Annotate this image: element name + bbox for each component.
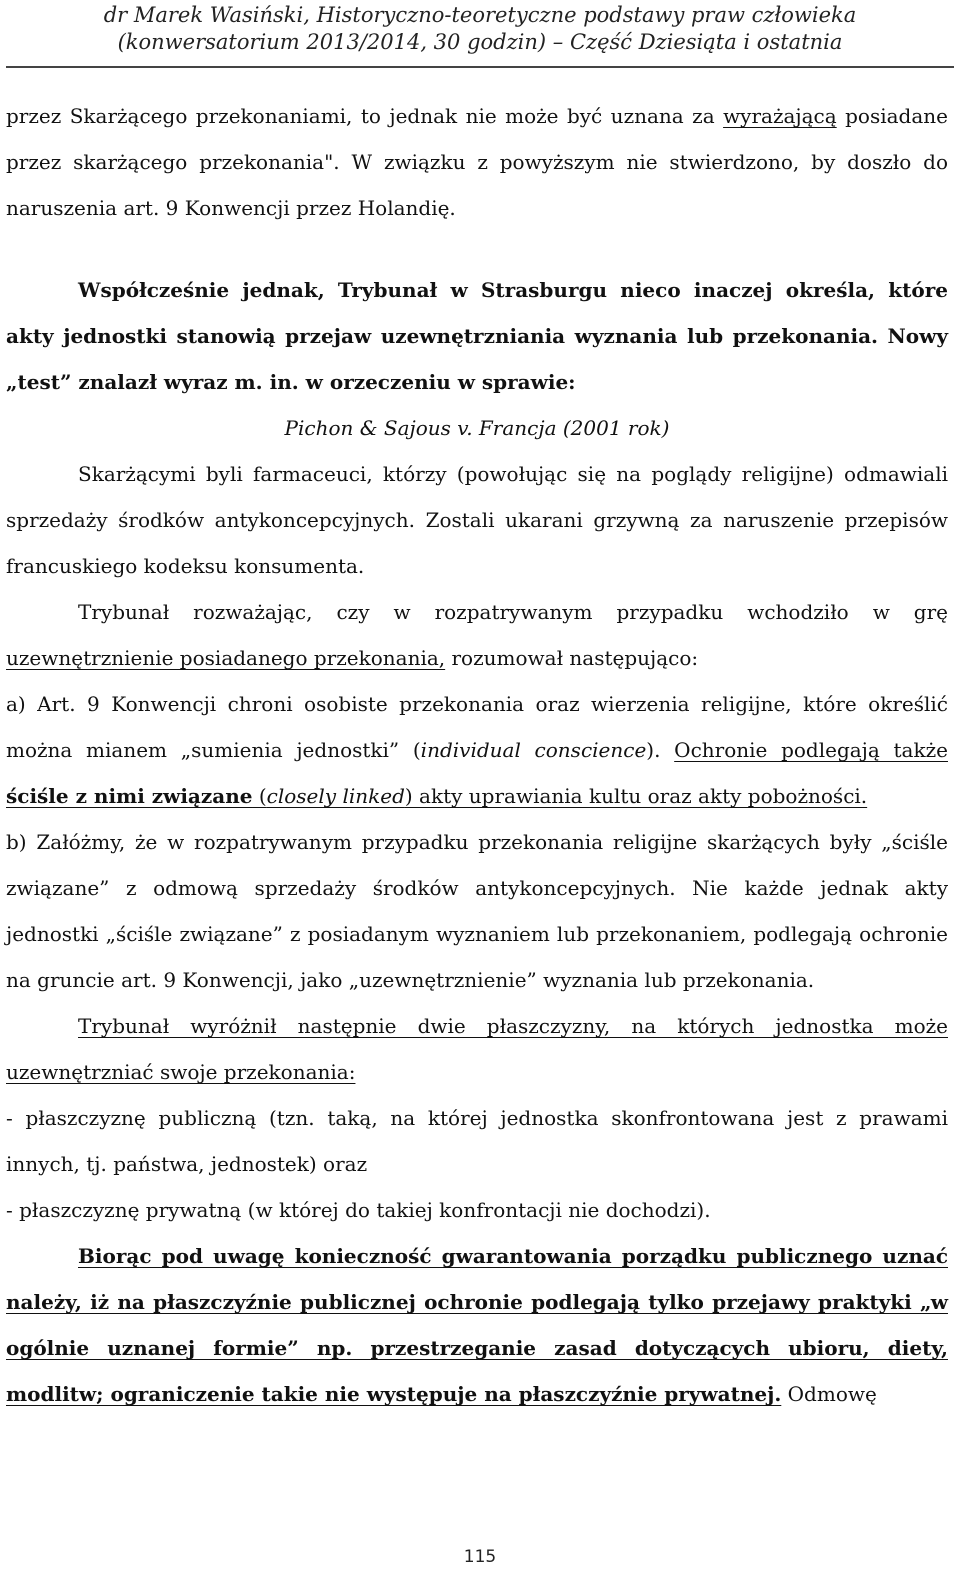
paragraph-applicants: Skarżącymi byli farmaceuci, którzy (powołując się na poglądy religijne) odmawiali sprzedaży środków antykoncepcyjnych. Zostali ukarani grzywną za naruszenie przepisów francuskiego kodeksu konsumenta. xyxy=(6,462,948,578)
list-item-private-plane: - płaszczyznę prywatną (w której do takiej konfrontacji nie dochodzi). xyxy=(6,1198,711,1222)
paragraph-new-test: Współcześnie jednak, Trybunał w Strasburgu nieco inaczej określa, które akty jednostki stanowią przejaw uzewnętrzniania wyznania lub przekonania. Nowy „test” znalazł wyraz m. in. w orzeczeniu w sprawie: xyxy=(6,278,948,394)
list-item-public-plane: - płaszczyznę publiczną (tzn. taką, na której jednostka skonfrontowana jest z prawami innych, tj. państwa, jednostek) oraz xyxy=(6,1106,948,1176)
document-body xyxy=(6,93,948,1417)
paragraph-gap xyxy=(6,231,948,267)
header-line-1: dr Marek Wasiński, Historyczno-teoretyczne podstawy praw człowieka xyxy=(103,3,857,27)
paragraph-continuation: przez Skarżącego przekonaniami, to jednak nie może być uznana za wyrażającą posiadane przez skarżącego przekonania". W związku z powyższym nie stwierdzono, by doszło do naruszenia art. 9 Konwencji przez Holandię. xyxy=(6,104,948,220)
page-number: 115 xyxy=(463,1547,497,1567)
case-title: Pichon & Sajous v. Francja (2001 rok) xyxy=(284,416,670,440)
header-rule xyxy=(6,66,954,68)
running-header xyxy=(0,2,960,56)
paragraph-conclusion: Biorąc pod uwagę konieczność gwarantowania porządku publicznego uznać należy, iż na płaszczyźnie publicznej ochronie podlegają tylko przejawy praktyki „w ogólnie uznanej formie” np. przestrzeganie zasad dotyczących ubioru, diety, modlitw; ograniczenie takie nie występuje na płaszczyźnie prywatnej. Odmowę xyxy=(6,1244,948,1406)
paragraph-court-reasoning: Trybunał rozważając, czy w rozpatrywanym przypadku wchodziło w grę uzewnętrznienie posiadanego przekonania, rozumował następująco: xyxy=(6,600,948,670)
point-b: b) Załóżmy, że w rozpatrywanym przypadku przekonania religijne skarżących były „ściśle związane” z odmową sprzedaży środków antykoncepcyjnych. Nie każde jednak akty jednostki „ściśle związane” z posiadanym wyznaniem lub przekonaniem, podlegają ochronie na gruncie art. 9 Konwencji, jako „uzewnętrznienie” wyznania lub przekonania. xyxy=(6,830,948,992)
header-line-2: (konwersatorium 2013/2014, 30 godzin) – Część Dziesiąta i ostatnia xyxy=(117,30,843,54)
paragraph-two-planes: Trybunał wyróżnił następnie dwie płaszczyzny, na których jednostka może uzewnętrzniać swoje przekonania: xyxy=(6,1014,948,1084)
point-a: a) Art. 9 Konwencji chroni osobiste przekonania oraz wierzenia religijne, które określić można mianem „sumienia jednostki” (individual conscience). Ochronie podlegają także ściśle z nimi związane (closely linked) akty uprawiania kultu oraz akty pobożności. xyxy=(6,692,948,808)
